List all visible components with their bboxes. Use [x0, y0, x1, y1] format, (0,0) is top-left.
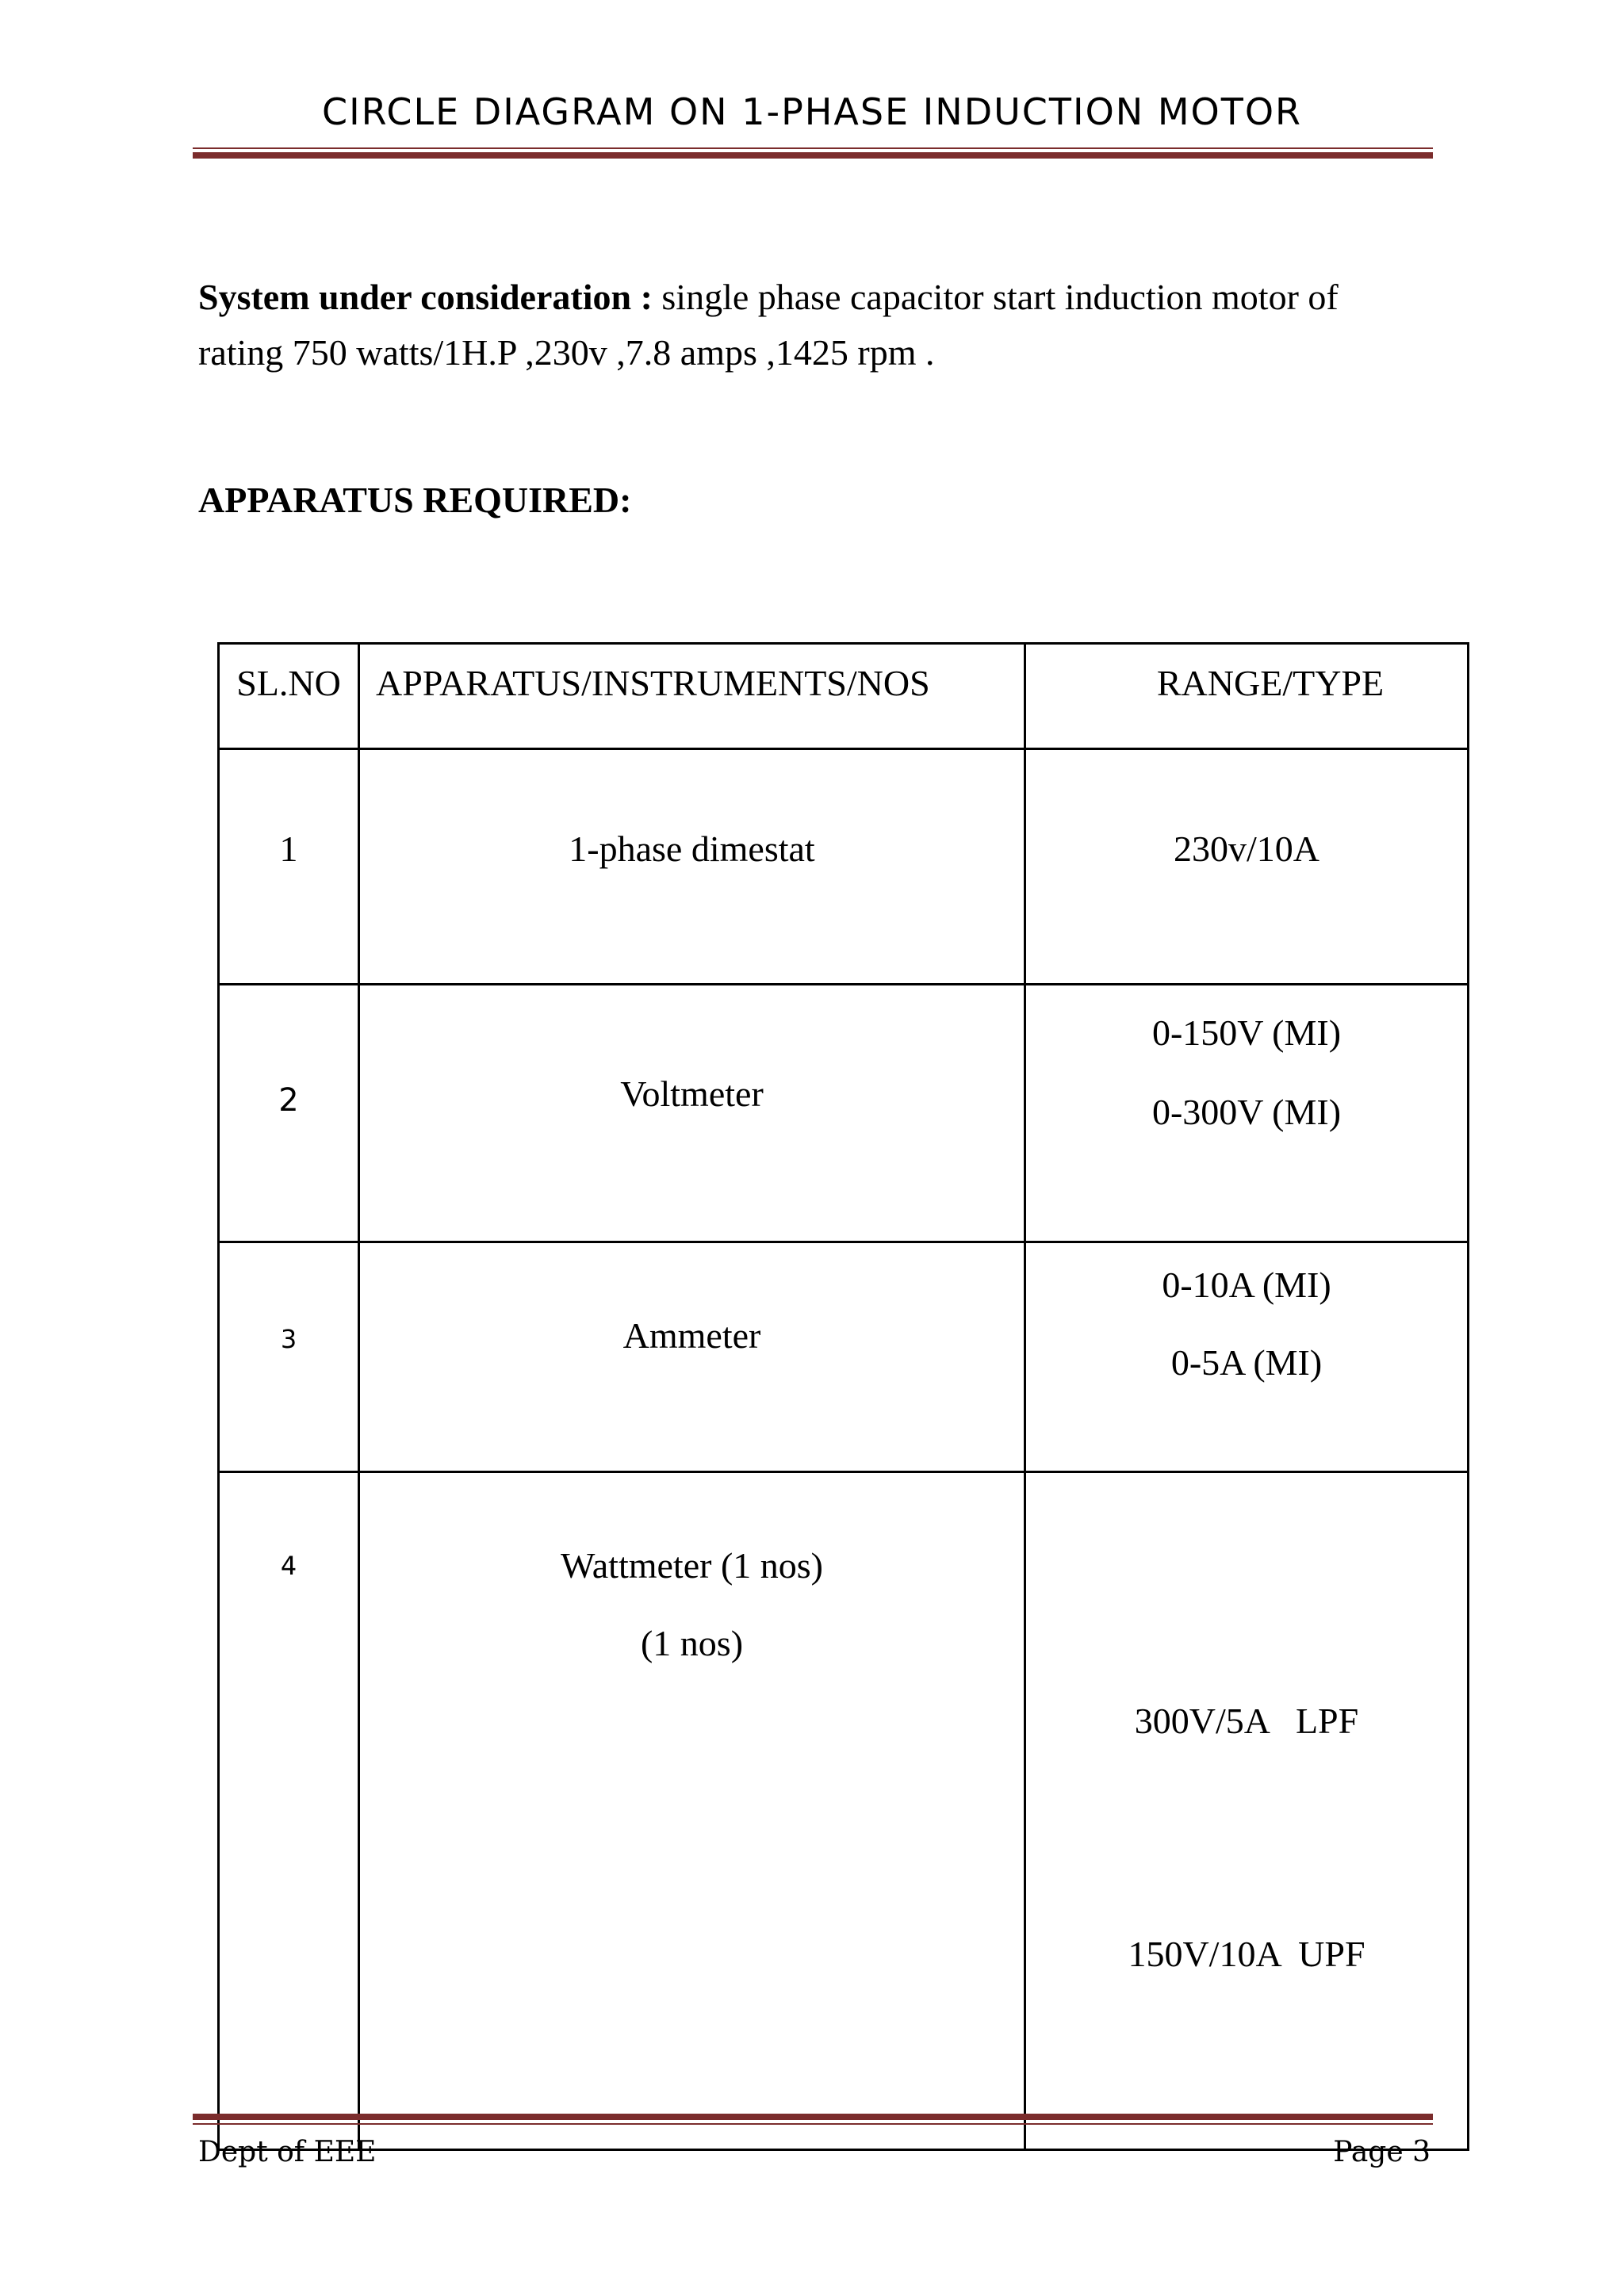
page-header-title: CIRCLE DIAGRAM ON 1-PHASE INDUCTION MOTOR — [322, 90, 1302, 133]
cell-sl-no: 2 — [219, 985, 359, 1242]
cell-sl-no: 1 — [219, 749, 359, 985]
table-row — [219, 985, 1469, 1242]
table-row — [219, 749, 1469, 985]
header-range: RANGE/TYPE — [1025, 644, 1469, 749]
system-text-line2: rating 750 watts/1H.P ,230v ,7.8 amps ,1425 rpm . — [198, 332, 935, 373]
footer-rule-thick — [193, 2114, 1433, 2120]
table-row — [219, 1472, 1469, 2150]
footer-page-number: Page 3 — [1333, 2136, 1431, 2168]
footer-department: Dept of EEE — [198, 2136, 377, 2168]
system-text-line1: single phase capacitor start induction motor of — [652, 277, 1339, 317]
cell-sl-no: 3 — [219, 1242, 359, 1472]
cell-range: 0-150V (MI) 0-300V (MI) — [1025, 985, 1469, 1242]
cell-apparatus: 1-phase dimestat — [359, 749, 1025, 985]
header-rule-thin — [193, 147, 1433, 149]
cell-range: 300V/5A LPF 150V/10A UPF — [1025, 1472, 1469, 2150]
system-label: System under consideration : — [198, 277, 653, 317]
apparatus-table — [217, 642, 1469, 2151]
apparatus-heading: APPARATUS REQUIRED: — [198, 480, 632, 520]
header-sl-no: SL.NO — [219, 644, 359, 749]
system-description — [198, 270, 1435, 381]
header-apparatus: APPARATUS/INSTRUMENTS/NOS — [359, 644, 1025, 749]
cell-apparatus: Wattmeter (1 nos) (1 nos) — [359, 1472, 1025, 2150]
cell-range: 230v/10A — [1025, 749, 1469, 985]
cell-apparatus: Voltmeter — [359, 985, 1025, 1242]
cell-range: 0-10A (MI) 0-5A (MI) — [1025, 1242, 1469, 1472]
header-rule-thick — [193, 152, 1433, 159]
footer-rule-thin — [193, 2123, 1433, 2125]
table-row — [219, 1242, 1469, 1472]
table-header-row — [219, 644, 1469, 749]
cell-apparatus: Ammeter — [359, 1242, 1025, 1472]
cell-sl-no: 4 — [219, 1472, 359, 2150]
